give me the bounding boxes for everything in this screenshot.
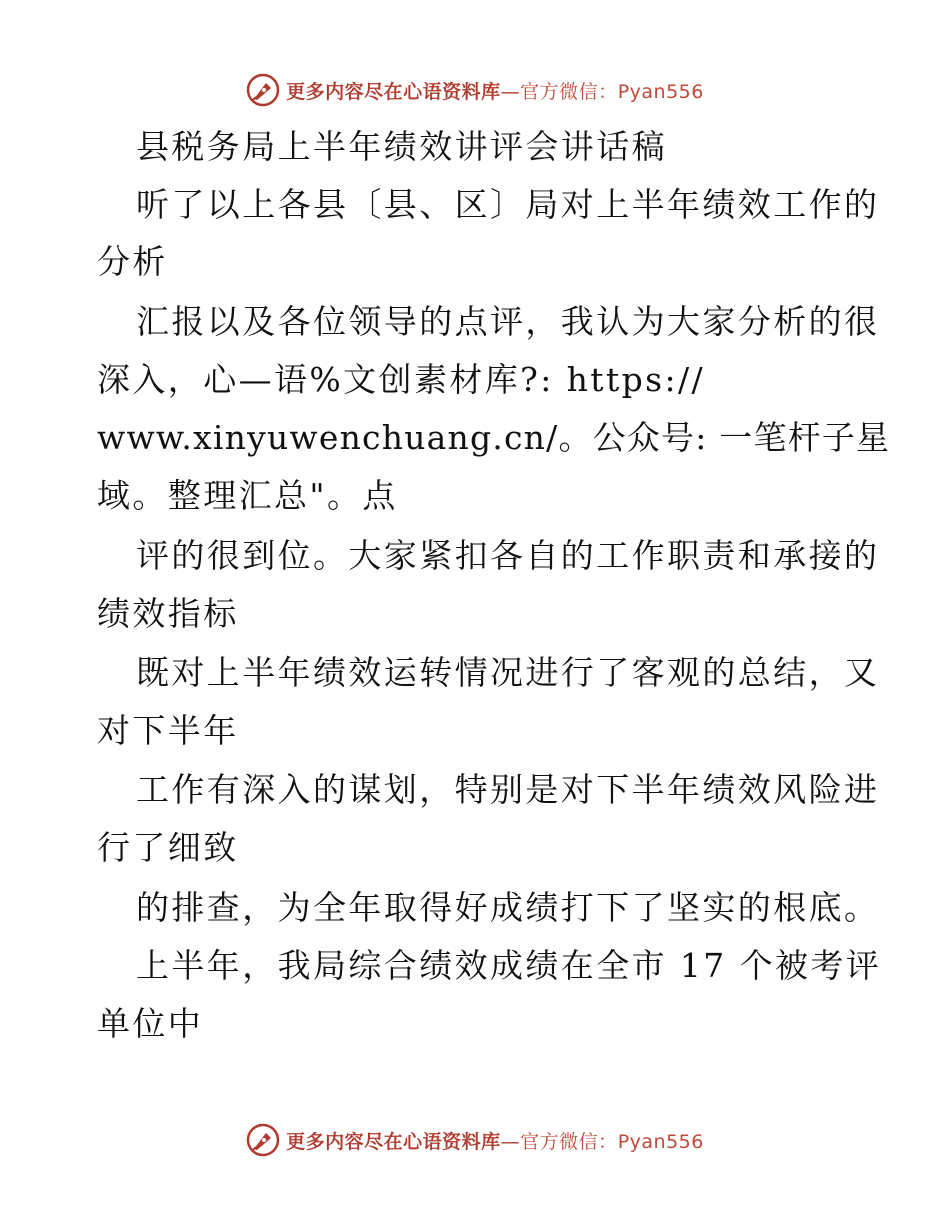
pen-nib-logo-icon [246, 73, 280, 107]
doc-line: 深入，心—语%文创素材库?: https:// [97, 360, 706, 399]
doc-line: 汇报以及各位领导的点评，我认为大家分析的很 [136, 302, 880, 341]
pen-nib-logo-icon [246, 1123, 280, 1157]
doc-line: 评的很到位。大家紧扣各自的工作职责和承接的 [136, 536, 880, 575]
footer-banner-main: 更多内容尽在心语资料库 [286, 1130, 501, 1153]
doc-line: www.xinyuwenchuang.cn/。公众号: 一笔杆子星 [97, 418, 891, 457]
footer-banner [0, 1120, 950, 1160]
footer-banner-dash: — [500, 1130, 521, 1153]
doc-line: 单位中 [97, 1004, 204, 1043]
header-banner-text [286, 77, 704, 104]
header-banner-dash: — [500, 80, 521, 103]
doc-line: 既对上半年绩效运转情况进行了客观的总结，又 [136, 653, 880, 692]
doc-line: 对下半年 [97, 711, 239, 750]
doc-line: 上半年，我局综合绩效成绩在全市 17 个被考评 [136, 946, 882, 985]
header-banner-main: 更多内容尽在心语资料库 [286, 80, 501, 103]
doc-line: 分析 [97, 242, 168, 281]
doc-line: 行了细致 [97, 828, 239, 867]
doc-line: 工作有深入的谋划，特别是对下半年绩效风险进 [136, 770, 880, 809]
header-banner-wechat-label: 官方微信： [520, 80, 618, 103]
doc-line: 听了以上各县〔县、区〕局对上半年绩效工作的 [136, 185, 880, 224]
header-banner [0, 70, 950, 110]
doc-line: 域。整理汇总"。点 [97, 476, 398, 515]
doc-line: 的排查，为全年取得好成绩打下了坚实的根底。 [136, 888, 880, 927]
doc-title: 县税务局上半年绩效讲评会讲话稿 [136, 127, 667, 166]
footer-banner-wechat-label: 官方微信： [520, 1130, 618, 1153]
footer-banner-text [286, 1127, 704, 1154]
header-banner-wechat-id: Pyan556 [617, 80, 704, 103]
doc-line: 绩效指标 [97, 594, 239, 633]
footer-banner-wechat-id: Pyan556 [617, 1130, 704, 1153]
